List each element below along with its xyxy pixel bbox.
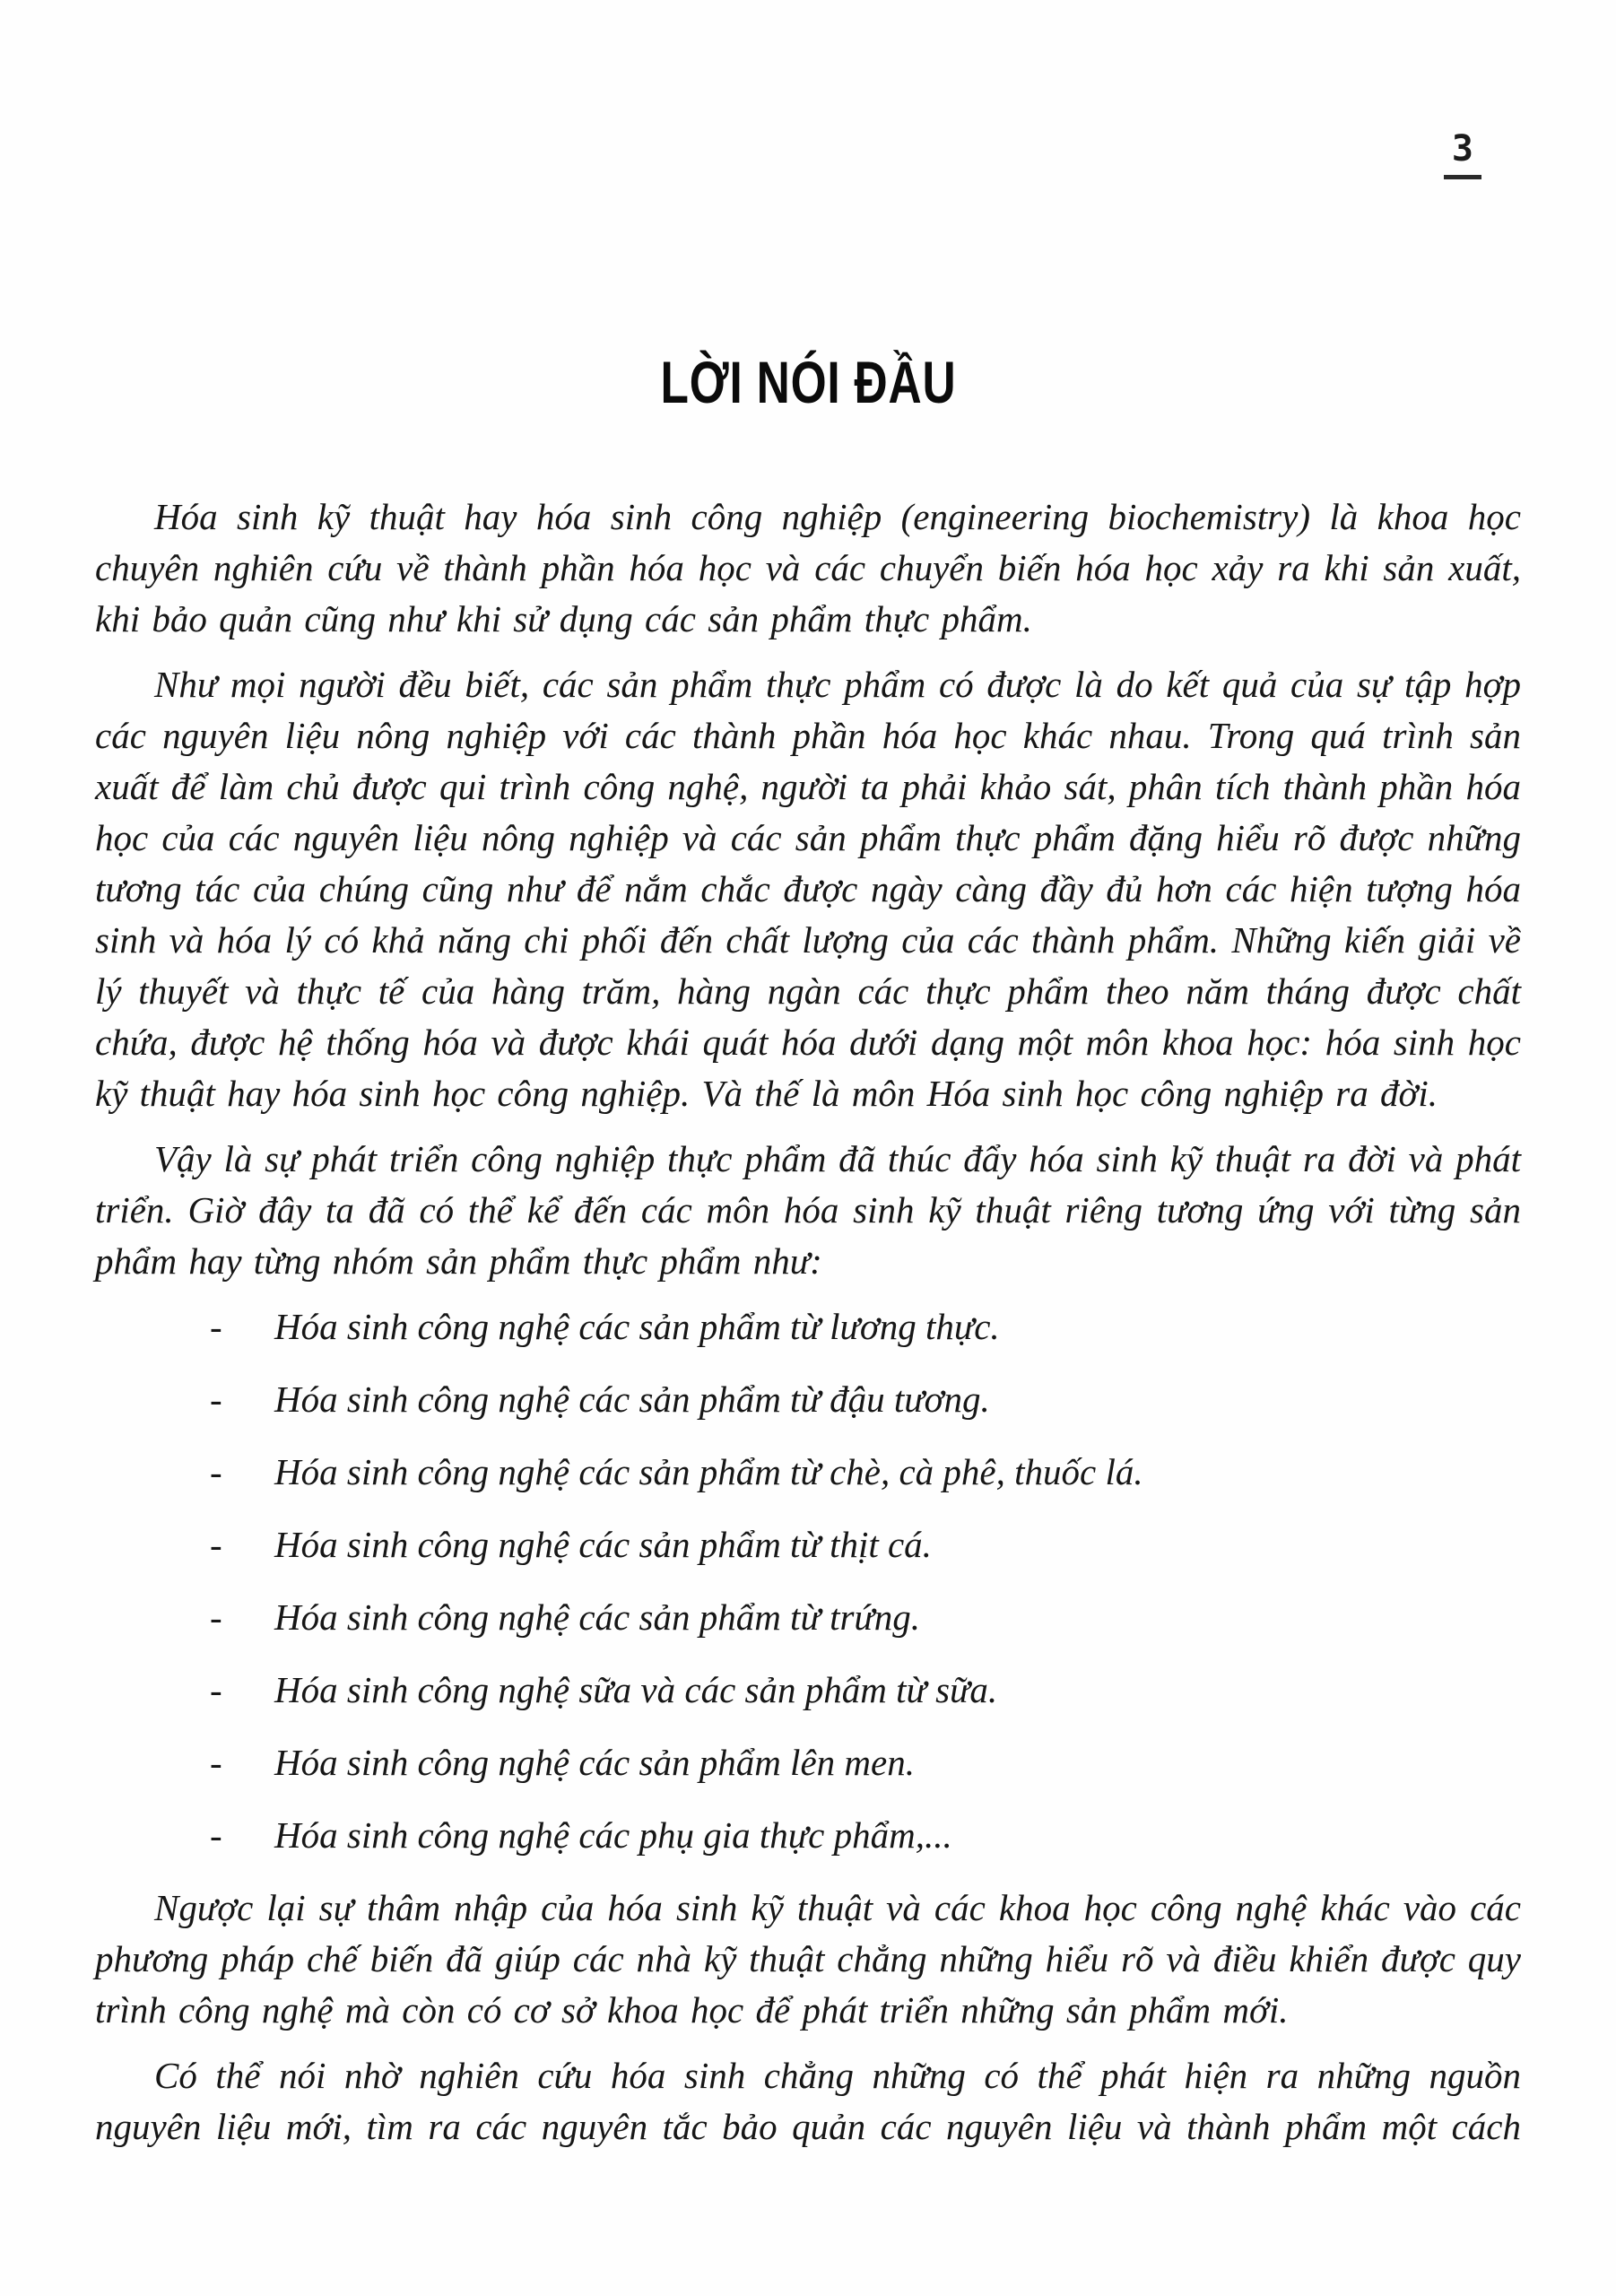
list-item-text: Hóa sinh công nghệ các sản phẩm từ thịt cá. — [274, 1524, 932, 1565]
dash-bullet: - — [210, 1814, 222, 1856]
list-item-text: Hóa sinh công nghệ các sản phẩm từ chè, cà phê, thuốc lá. — [274, 1451, 1143, 1492]
dash-bullet: - — [210, 1669, 222, 1710]
page-content — [95, 491, 1521, 2152]
dash-bullet: - — [210, 1742, 222, 1783]
list-item — [210, 1301, 1521, 1352]
dash-bullet: - — [210, 1596, 222, 1638]
paragraph-closing-cutoff: Có thể nói nhờ nghiên cứu hóa sinh chẳng những có thể phát hiện ra những nguồn nguyên liệu mới, tìm ra các nguyên tắc bảo quản các nguyên liệu và thành phẩm một cách — [95, 2055, 1521, 2147]
list-item-text: Hóa sinh công nghệ các sản phẩm từ lương thực. — [274, 1306, 1000, 1347]
page-number: 3 — [1444, 131, 1481, 179]
list-item — [210, 1665, 1521, 1716]
paragraph-overview: Như mọi người đều biết, các sản phẩm thực phẩm có được là do kết quả của sự tập hợp các nguyên liệu nông nghiệp với các thành phần hóa học khác nhau. Trong quá trình sản xuất để làm chủ được qui trình công nghệ, người ta phải khảo sát, phân tích thành phần hóa học của các nguyên liệu nông nghiệp và các sản phẩm thực phẩm đặng hiểu rõ được những tương tác của chúng cũng như để nắm chắc được ngày càng đầy đủ hơn các hiện tượng hóa sinh và hóa lý có khả năng chi phối đến chất lượng của các thành phẩm. Những kiến giải về lý thuyết và thực tế của hàng trăm, hàng ngàn các thực phẩm theo năm tháng được chất chứa, được hệ thống hóa và được khái quát hóa dưới dạng một môn khoa học: hóa sinh học kỹ thuật hay hóa sinh học công nghiệp. Và thế là môn Hóa sinh học công nghiệp ra đời. — [95, 664, 1521, 1114]
list-item-text: Hóa sinh công nghệ sữa và các sản phẩm từ sữa. — [274, 1669, 998, 1710]
list-item — [210, 1592, 1521, 1643]
list-item-text: Hóa sinh công nghệ các sản phẩm từ đậu tương. — [274, 1378, 990, 1420]
page-title-text: LỜI NÓI ĐẦU — [660, 349, 956, 415]
dash-bullet: - — [210, 1306, 222, 1347]
list-item-text: Hóa sinh công nghệ các sản phẩm từ trứng. — [274, 1596, 921, 1638]
list-item-text: Hóa sinh công nghệ các sản phẩm lên men. — [274, 1742, 915, 1783]
dash-bullet: - — [210, 1524, 222, 1565]
list-item — [210, 1447, 1521, 1498]
dash-bullet: - — [210, 1378, 222, 1420]
subject-list — [95, 1301, 1521, 1861]
list-item — [210, 1374, 1521, 1425]
list-item — [210, 1810, 1521, 1861]
list-item — [210, 1737, 1521, 1788]
paragraph-reverse-influence: Ngược lại sự thâm nhập của hóa sinh kỹ thuật và các khoa học công nghệ khác vào các phương pháp chế biến đã giúp các nhà kỹ thuật chẳng những hiểu rõ và điều khiển được quy trình công nghệ mà còn có cơ sở khoa học để phát triển những sản phẩm mới. — [95, 1887, 1521, 2031]
paragraph-development: Vậy là sự phát triển công nghiệp thực phẩm đã thúc đẩy hóa sinh kỹ thuật ra đời và phát triển. Giờ đây ta đã có thể kể đến các môn hóa sinh kỹ thuật riêng tương ứng với từng sản phẩm hay từng nhóm sản phẩm thực phẩm như: — [95, 1138, 1521, 1282]
list-item-text: Hóa sinh công nghệ các phụ gia thực phẩm,... — [274, 1814, 952, 1856]
dash-bullet: - — [210, 1451, 222, 1492]
page-title — [95, 350, 1521, 414]
paragraph-intro: Hóa sinh kỹ thuật hay hóa sinh công nghiệp (engineering biochemistry) là khoa học chuyên nghiên cứu về thành phần hóa học và các chuyển biến hóa học xảy ra khi sản xuất, khi bảo quản cũng như khi sử dụng các sản phẩm thực phẩm. — [95, 496, 1521, 639]
list-item — [210, 1519, 1521, 1570]
